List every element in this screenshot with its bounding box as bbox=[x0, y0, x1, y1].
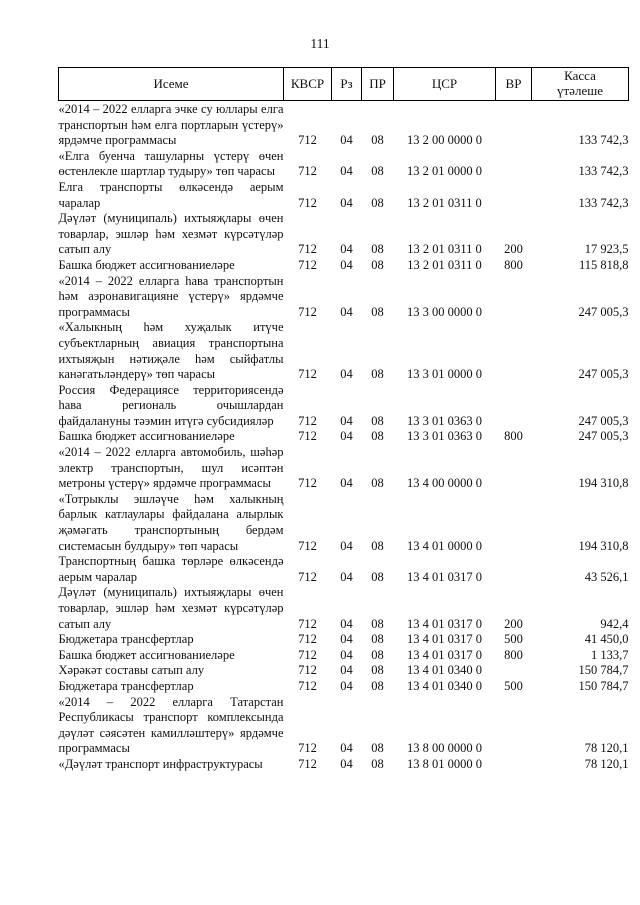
table-row bbox=[59, 554, 629, 585]
row-csr: 13 2 01 0311 0 bbox=[407, 257, 482, 272]
row-vr bbox=[496, 757, 532, 773]
row-vr: 500 bbox=[504, 678, 523, 693]
row-pr: 08 bbox=[371, 164, 384, 179]
row-rz: 04 bbox=[340, 476, 353, 491]
row-vr bbox=[496, 320, 532, 382]
row-pr: 08 bbox=[371, 242, 384, 257]
row-kvsr: 712 bbox=[298, 616, 317, 631]
row-amount: 41 450,0 bbox=[584, 632, 629, 647]
row-name: Башка бюджет ассигнованиеләре bbox=[58, 647, 235, 662]
row-vr: 800 bbox=[504, 257, 523, 272]
row-kvsr: 712 bbox=[298, 367, 317, 382]
row-amount: 247 005,3 bbox=[578, 413, 629, 428]
row-amount: 150 784,7 bbox=[578, 678, 629, 693]
row-amount: 78 120,1 bbox=[584, 741, 629, 756]
table-row bbox=[59, 632, 629, 648]
row-rz: 04 bbox=[340, 756, 353, 771]
table-row bbox=[59, 585, 629, 632]
row-csr: 13 8 00 0000 0 bbox=[407, 741, 482, 756]
row-csr: 13 2 01 0311 0 bbox=[407, 195, 482, 210]
table-row bbox=[59, 663, 629, 679]
row-vr: 500 bbox=[504, 632, 523, 647]
row-csr: 13 3 00 0000 0 bbox=[407, 304, 482, 319]
table-row bbox=[59, 258, 629, 274]
row-name: Дәүләт (муниципаль) ихтыяҗлары өчен товарлар, эшләр һәм хезмәт күрсәтүләр сатып алу bbox=[58, 211, 284, 257]
table-row bbox=[59, 274, 629, 321]
row-rz: 04 bbox=[340, 304, 353, 319]
row-vr: 200 bbox=[504, 242, 523, 257]
row-amount: 942,4 bbox=[600, 616, 629, 631]
row-csr: 13 2 00 0000 0 bbox=[407, 133, 482, 148]
row-vr: 800 bbox=[504, 429, 523, 444]
row-name: Дәүләт (муниципаль) ихтыяҗлары өчен товарлар, эшләр һәм хезмәт күрсәтүләр сатып алу bbox=[58, 585, 284, 631]
row-csr: 13 4 01 0340 0 bbox=[407, 678, 482, 693]
row-csr: 13 3 01 0363 0 bbox=[407, 413, 482, 428]
row-kvsr: 712 bbox=[298, 569, 317, 584]
row-name: Транспортның башка төрләре өлкәсендә аерым чаралар bbox=[58, 554, 284, 584]
header-kassa-line2: үтәлеше bbox=[557, 83, 603, 98]
row-pr: 08 bbox=[371, 367, 384, 382]
row-amount: 194 310,8 bbox=[578, 538, 629, 553]
row-vr: 200 bbox=[504, 616, 523, 631]
row-kvsr: 712 bbox=[298, 538, 317, 553]
row-rz: 04 bbox=[340, 741, 353, 756]
row-rz: 04 bbox=[340, 257, 353, 272]
row-csr: 13 8 01 0000 0 bbox=[407, 756, 482, 771]
row-rz: 04 bbox=[340, 678, 353, 693]
header-csr: ЦСР bbox=[394, 68, 496, 101]
row-kvsr: 712 bbox=[298, 678, 317, 693]
table-row bbox=[59, 149, 629, 180]
header-name: Исеме bbox=[59, 68, 284, 101]
row-pr: 08 bbox=[371, 304, 384, 319]
row-name: «2014 – 2022 елларга эчке су юллары елга транспортын һәм елга портларын үстерү» ярдәмче программасы bbox=[58, 102, 284, 148]
row-pr: 08 bbox=[371, 195, 384, 210]
row-pr: 08 bbox=[371, 476, 384, 491]
row-kvsr: 712 bbox=[298, 663, 317, 678]
row-pr: 08 bbox=[371, 538, 384, 553]
row-vr bbox=[496, 149, 532, 180]
page-number: 111 bbox=[310, 36, 330, 51]
row-kvsr: 712 bbox=[298, 304, 317, 319]
row-amount: 133 742,3 bbox=[578, 133, 629, 148]
row-amount: 247 005,3 bbox=[578, 304, 629, 319]
row-name: Россия Федерациясе территориясендә һава региональ очышлардан файдалануны тәэмин итүгә субсидияләр bbox=[58, 382, 284, 428]
row-name: «2014 – 2022 елларга һава транспортын һәм аэронавигацияне үстерү» ярдәмче программасы bbox=[58, 273, 284, 319]
row-name: Бюджетара трансфертлар bbox=[58, 678, 194, 693]
row-vr bbox=[496, 383, 532, 430]
row-pr: 08 bbox=[371, 663, 384, 678]
row-rz: 04 bbox=[340, 538, 353, 553]
row-kvsr: 712 bbox=[298, 257, 317, 272]
table-row bbox=[59, 445, 629, 492]
table-row bbox=[59, 101, 629, 149]
row-kvsr: 712 bbox=[298, 195, 317, 210]
row-amount: 194 310,8 bbox=[578, 476, 629, 491]
row-rz: 04 bbox=[340, 413, 353, 428]
row-csr: 13 4 00 0000 0 bbox=[407, 476, 482, 491]
row-pr: 08 bbox=[371, 616, 384, 631]
row-name: Бюджетара трансфертлар bbox=[58, 632, 194, 647]
row-csr: 13 4 01 0317 0 bbox=[407, 632, 482, 647]
budget-table bbox=[58, 67, 629, 773]
row-amount: 133 742,3 bbox=[578, 164, 629, 179]
row-pr: 08 bbox=[371, 678, 384, 693]
row-csr: 13 4 01 0340 0 bbox=[407, 663, 482, 678]
row-kvsr: 712 bbox=[298, 476, 317, 491]
row-rz: 04 bbox=[340, 195, 353, 210]
row-pr: 08 bbox=[371, 413, 384, 428]
header-rz: Рз bbox=[332, 68, 362, 101]
row-name: «Дәүләт транспорт инфраструктурасы bbox=[58, 756, 263, 771]
row-pr: 08 bbox=[371, 429, 384, 444]
row-pr: 08 bbox=[371, 647, 384, 662]
row-rz: 04 bbox=[340, 616, 353, 631]
row-amount: 247 005,3 bbox=[578, 429, 629, 444]
row-amount: 43 526,1 bbox=[584, 569, 629, 584]
row-vr bbox=[496, 492, 532, 554]
header-kassa-line1: Касса bbox=[564, 68, 596, 84]
table-row bbox=[59, 211, 629, 258]
row-kvsr: 712 bbox=[298, 242, 317, 257]
row-kvsr: 712 bbox=[298, 741, 317, 756]
row-rz: 04 bbox=[340, 164, 353, 179]
row-kvsr: 712 bbox=[298, 647, 317, 662]
row-csr: 13 2 01 0000 0 bbox=[407, 164, 482, 179]
row-vr bbox=[496, 554, 532, 585]
row-csr: 13 3 01 0000 0 bbox=[407, 367, 482, 382]
header-kassa bbox=[532, 68, 629, 101]
row-amount: 150 784,7 bbox=[578, 663, 629, 678]
row-vr: 800 bbox=[504, 647, 523, 662]
row-amount: 78 120,1 bbox=[584, 756, 629, 771]
row-rz: 04 bbox=[340, 429, 353, 444]
table-row bbox=[59, 757, 629, 773]
row-amount: 247 005,3 bbox=[578, 367, 629, 382]
row-kvsr: 712 bbox=[298, 413, 317, 428]
row-csr: 13 3 01 0363 0 bbox=[407, 429, 482, 444]
row-pr: 08 bbox=[371, 632, 384, 647]
row-csr: 13 4 01 0317 0 bbox=[407, 569, 482, 584]
row-name: «2014 – 2022 елларга автомобиль, шәһәр электр транспортын, шул исәптән метроны үстерү» ярдәмче программасы bbox=[58, 445, 284, 491]
row-pr: 08 bbox=[371, 756, 384, 771]
row-csr: 13 4 01 0000 0 bbox=[407, 538, 482, 553]
row-rz: 04 bbox=[340, 647, 353, 662]
row-rz: 04 bbox=[340, 632, 353, 647]
table-row bbox=[59, 429, 629, 445]
row-pr: 08 bbox=[371, 133, 384, 148]
table-row bbox=[59, 383, 629, 430]
row-name: «Елга буенча ташуларны үстерү өчен өстенлекле шартлар тудыру» төп чарасы bbox=[58, 148, 284, 179]
row-csr: 13 2 01 0311 0 bbox=[407, 242, 482, 257]
row-name: Елга транспорты өлкәсендә аерым чаралар bbox=[58, 179, 284, 210]
row-pr: 08 bbox=[371, 741, 384, 756]
row-rz: 04 bbox=[340, 242, 353, 257]
table-row bbox=[59, 648, 629, 664]
row-kvsr: 712 bbox=[298, 164, 317, 179]
row-amount: 115 818,8 bbox=[578, 257, 629, 272]
row-vr bbox=[496, 663, 532, 679]
row-pr: 08 bbox=[371, 569, 384, 584]
header-pr: ПР bbox=[362, 68, 394, 101]
table-row bbox=[59, 695, 629, 757]
row-kvsr: 712 bbox=[298, 429, 317, 444]
row-kvsr: 712 bbox=[298, 133, 317, 148]
table-row bbox=[59, 320, 629, 382]
header-kvsr: КВСР bbox=[284, 68, 332, 101]
table-row bbox=[59, 679, 629, 695]
row-vr bbox=[496, 445, 532, 492]
row-vr bbox=[496, 180, 532, 211]
row-kvsr: 712 bbox=[298, 632, 317, 647]
row-rz: 04 bbox=[340, 663, 353, 678]
header-vr: ВР bbox=[496, 68, 532, 101]
row-csr: 13 4 01 0317 0 bbox=[407, 616, 482, 631]
row-name: Башка бюджет ассигнованиеләре bbox=[58, 257, 235, 272]
row-vr bbox=[496, 695, 532, 757]
row-kvsr: 712 bbox=[298, 756, 317, 771]
row-amount: 1 133,7 bbox=[591, 647, 629, 662]
row-rz: 04 bbox=[340, 133, 353, 148]
row-amount: 133 742,3 bbox=[578, 195, 629, 210]
row-amount: 17 923,5 bbox=[584, 242, 629, 257]
row-vr bbox=[496, 101, 532, 149]
row-rz: 04 bbox=[340, 569, 353, 584]
row-name: Башка бюджет ассигнованиеләре bbox=[58, 429, 235, 444]
table-header-row bbox=[59, 68, 629, 101]
row-name: «Тотрыклы эшләүче һәм халыкның барлык катлаулары файдалана алырлык җәмәгать транспортының бердәм системасын булдыру» төп чарасы bbox=[58, 491, 284, 553]
row-csr: 13 4 01 0317 0 bbox=[407, 647, 482, 662]
row-name: «2014 – 2022 елларга Татарстан Республикасы транспорт комплексында дәүләт сәясәтен камилләштерү» ярдәмче программасы bbox=[58, 694, 284, 756]
row-vr bbox=[496, 274, 532, 321]
row-rz: 04 bbox=[340, 367, 353, 382]
table-row bbox=[59, 180, 629, 211]
table-row bbox=[59, 492, 629, 554]
row-name: Хәрәкәт составы сатып алу bbox=[58, 663, 205, 678]
row-name: «Халыкның һәм хуҗалык итүче субъектларның авиация транспортына ихтыяҗын нәтиҗәле һәм сыйфатлы канәгатьләндерү» төп чарасы bbox=[58, 320, 284, 382]
row-pr: 08 bbox=[371, 257, 384, 272]
